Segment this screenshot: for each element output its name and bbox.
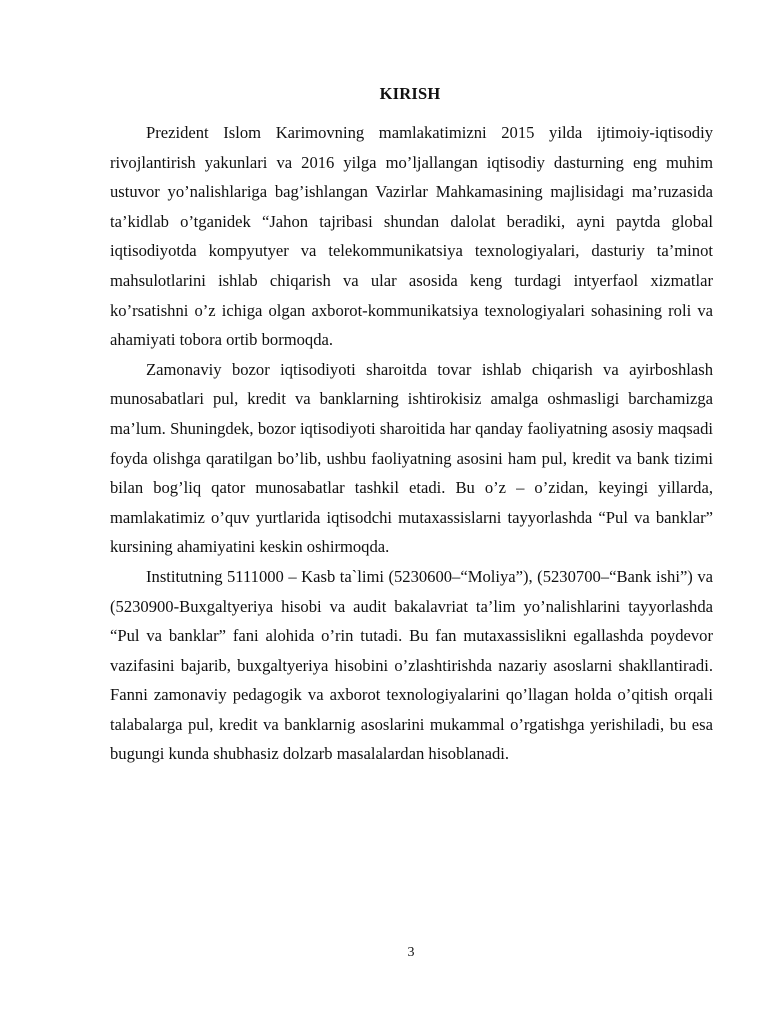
paragraph-3: Institutning 5111000 – Kasb ta`limi (5230600–“Moliya”), (5230700–“Bank ishi”) va (5230900-Buxgaltyeriya hisobi va audit bakalavriat ta’lim yo’nalishlarini tayyorlashda “Pul va banklar” fani alohida o’rin tutadi. Bu fan mutaxassislikni egallashda poydevor vazifasini bajarib, buxgaltyeriya hisobini o’zlashtirishda nazariy asoslarni shakllantiradi. Fanni zamonaviy pedagogik va axborot texnologiyalarini qo’llagan holda o’qitish orqali talabalarga pul, kredit va banklarnig asoslarini mukammal o’rgatishga yerishiladi, bu esa bugungi kunda shubhasiz dolzarb masalalardan hisoblanadi. <box>110 566 713 764</box>
paragraph-2: Zamonaviy bozor iqtisodiyoti sharoitda tovar ishlab chiqarish va ayirboshlash munosabatlari pul, kredit va banklarning ishtirokisiz amalga oshmasligi barchamizga ma’lum. Shuningdek, bozor iqtisodiyoti sharoitida har qanday faoliyatning asosiy maqsadi foyda olishga qaratilgan bo’lib, ushbu faoliyatning asosini ham pul, kredit va bank tizimi bilan bog’liq qator munosabatlar tashkil etadi. Bu o’z – o’zidan, keyingi yillarda, mamlakatimiz o’quv yurtlarida iqtisodchi mutaxassislarni tayyorlashda “Pul va banklar” kursining ahamiyatini keskin oshirmoqda. <box>110 359 713 557</box>
page-number: 3 <box>407 945 415 960</box>
body-text <box>110 118 713 769</box>
page-title: KIRISH <box>379 84 441 103</box>
paragraph-1: Prezident Islom Karimovning mamlakatimizni 2015 yilda ijtimoiy-iqtisodiy rivojlantirish yakunlari va 2016 yilga mo’ljallangan iqtisodiy dasturning eng muhim ustuvor yo’nalishlariga bag’ishlangan Vazirlar Mahkamasining majlisidagi ma’ruzasida ta’kidlab o’tganidek “Jahon tajribasi shundan dalolat beradiki, ayni paytda global iqtisodiyotda kompyutyer va telekommunikatsiya texnologiyalari, dasturiy ta’minot mahsulotlarini ishlab chiqarish va ular asosida keng turdagi intyerfaol xizmatlar ko’rsatishni o’z ichiga olgan axborot-kommunikatsiya texnologiyalari sohasining roli va ahamiyati tobora ortib bormoqda. <box>110 123 713 350</box>
